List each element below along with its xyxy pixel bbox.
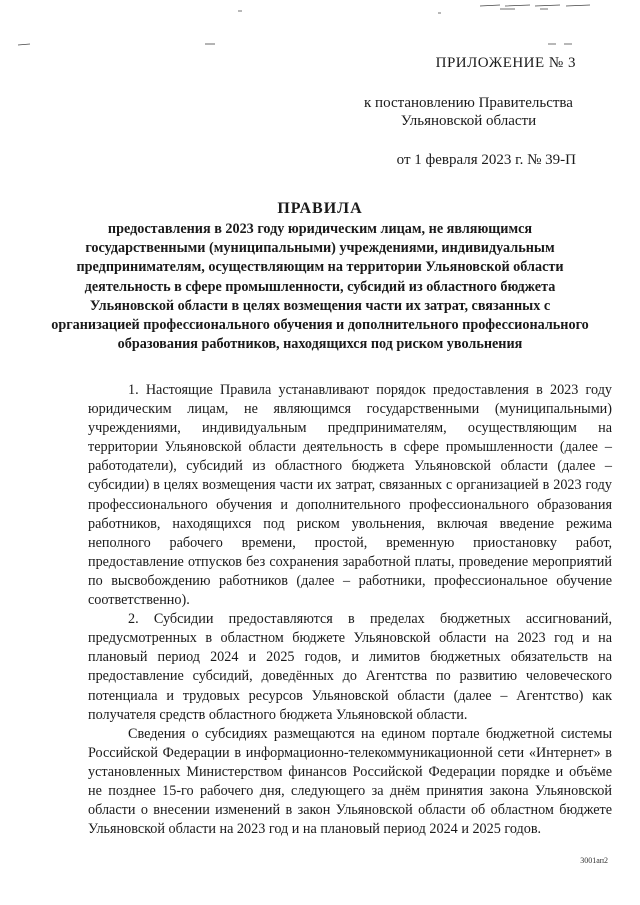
document-subtitle: предоставления в 2023 году юридическим лицам, не являющимся государственными (муниципальными) учреждениями, индивидуальным предпринимателям, осуществляющим на территории Ульяновской области деятельность в сфере промышленности, субсидий из областного бюджета Ульяновской области в целях возмещения части их затрат, связанных с организацией профессионального обучения и дополнительного профессионального образования работников, находящихся под риском увольнения bbox=[51, 221, 589, 353]
paragraph-3: Сведения о субсидиях размещаются на едином портале бюджетной системы Российской Федерации в информационно-телекоммуникационной сети «Интернет» в установленных Министерством финансов Российской Федерации порядке и объёме не позднее 15-го рабочего дня, следующего за днём принятия закона Ульяновской области о внесении изменений в закон Ульяновской области об областном бюджете Ульяновской области на 2023 год и на плановый период 2024 и 2025 годов. bbox=[88, 725, 612, 838]
scan-artifacts bbox=[0, 0, 640, 60]
annex-reference bbox=[361, 94, 576, 130]
document-body bbox=[88, 381, 612, 839]
annex-reference-line-1: к постановлению Правительства bbox=[364, 95, 573, 111]
paragraph-2: 2. Субсидии предоставляются в пределах бюджетных ассигнований, предусмотренных в областном бюджете Ульяновской области на 2023 год и на плановый период 2024 и 2025 годов, и лимитов бюджетных обязательств на предоставление субсидий, доведённых до Агентства по развитию человеческого потенциала и трудовых ресурсов Ульяновской области (далее – Агентство) как получателя средств областного бюджета Ульяновской области. bbox=[88, 611, 612, 723]
page-code: 3001ап2 bbox=[580, 856, 608, 865]
paragraph-1: 1. Настоящие Правила устанавливают порядок предоставления в 2023 году юридическим лицам, не являющимся государственными (муниципальными) учреждениями, индивидуальным предпринимателям, осуществляющим на территории Ульяновской области деятельность в сфере промышленности (далее – работодатели), субсидий из областного бюджета Ульяновской области (далее – субсидии) в целях возмещения части их затрат, связанных с организацией в 2023 году профессионального обучения и дополнительного профессионального образования работников, находящихся под риском увольнения, включая введение режима неполного рабочего времени, простой, временную приостановку работ, предоставление отпусков без сохранения заработной платы, проведение мероприятий по высвобождению работников (далее – работники, профессиональное обучение соответственно). bbox=[88, 382, 612, 609]
annex-date: от 1 февраля 2023 г. № 39-П bbox=[396, 152, 576, 168]
document-heading bbox=[0, 200, 640, 354]
document-title: ПРАВИЛА bbox=[277, 200, 363, 217]
annex-title: ПРИЛОЖЕНИЕ № 3 bbox=[435, 55, 576, 71]
annex-reference-line-2: Ульяновской области bbox=[400, 113, 537, 129]
annex-block bbox=[361, 55, 576, 169]
